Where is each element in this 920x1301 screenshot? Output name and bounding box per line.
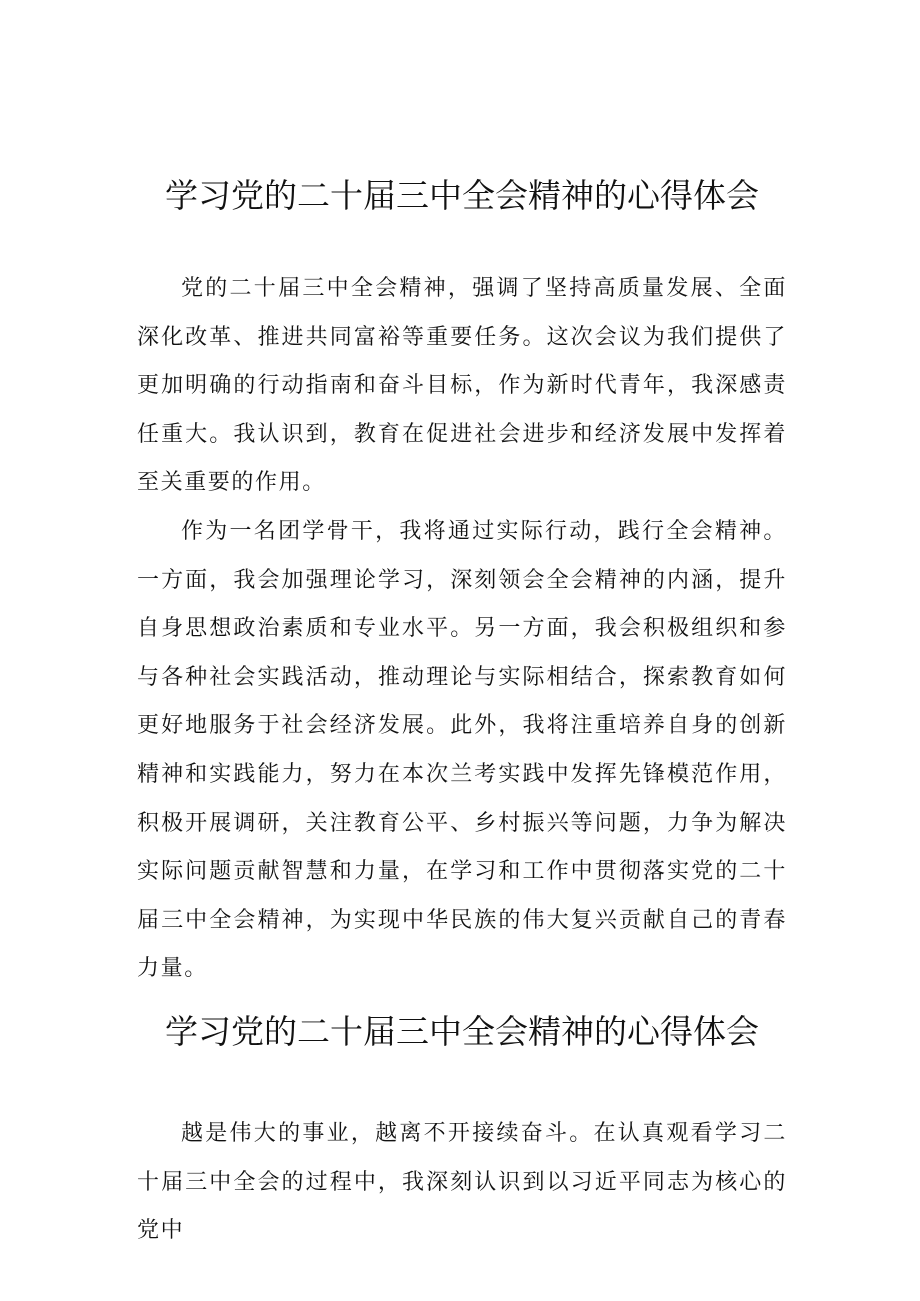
essay-title: 学习党的二十届三中全会精神的心得体会 xyxy=(165,1012,759,1051)
essay-paragraph: 党的二十届三中全会精神，强调了坚持高质量发展、全面深化改革、推进共同富裕等重要任务。这次会议为我们提供了更加明确的行动指南和奋斗目标，作为新时代青年，我深感责任重大。我认识到，教育在促进社会进步和经济发展中发挥着至关重要的作用。 xyxy=(137,276,787,496)
essay-paragraph: 作为一名团学骨干，我将通过实际行动，践行全会精神。一方面，我会加强理论学习，深刻领会全会精神的内涵，提升自身思想政治素质和专业水平。另一方面，我会积极组织和参与各种社会实践活动，推动理论与实际相结合，探索教育如何更好地服务于社会经济发展。此外，我将注重培养自身的创新精神和实践能力，努力在本次兰考实践中发挥先锋模范作用，积极开展调研，关注教育公平、乡村振兴等问题，力争为解决实际问题贡献智慧和力量，在学习和工作中贯彻落实党的二十届三中全会精神，为实现中华民族的伟大复兴贡献自己的青春力量。 xyxy=(137,518,787,982)
essay-section-1 xyxy=(137,170,787,994)
essay-paragraph: 越是伟大的事业，越离不开接续奋斗。在认真观看学习二十届三中全会的过程中，我深刻认识到以习近平同志为核心的党中 xyxy=(137,1121,787,1244)
essay-section-2 xyxy=(137,1006,787,1256)
essay-title: 学习党的二十届三中全会精神的心得体会 xyxy=(165,176,759,215)
